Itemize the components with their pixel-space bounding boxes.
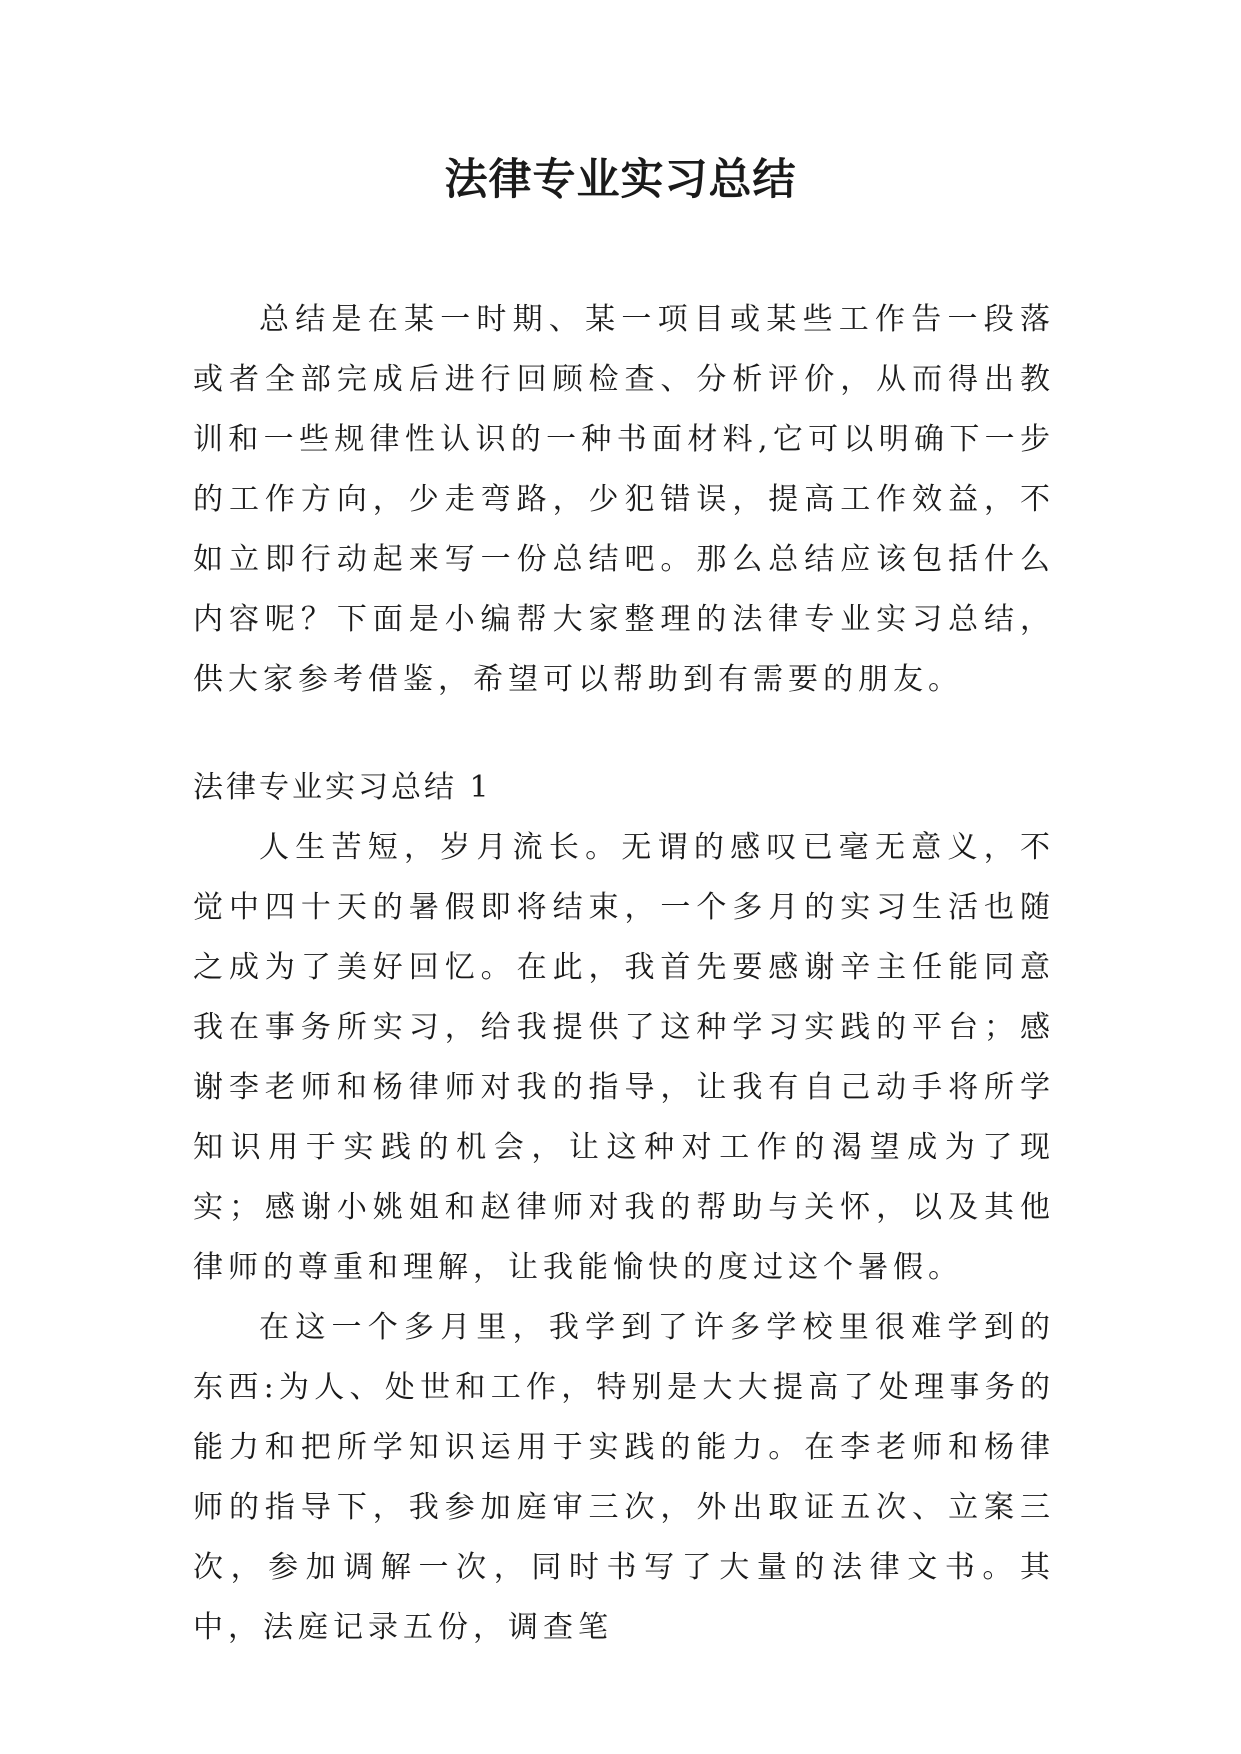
body-paragraph-2: 在这一个多月里，我学到了许多学校里很难学到的东西:为人、处世和工作，特别是大大提高了处理事务的能力和把所学知识运用于实践的能力。在李老师和杨律师的指导下，我参加庭审三次，外出取证五次、立案三次，参加调解一次，同时书写了大量的法律文书。其中，法庭记录五份，调查笔 <box>193 1310 1055 1645</box>
section-heading: 法律专业实习总结 1 <box>193 770 492 805</box>
intro-paragraph: 总结是在某一时期、某一项目或某些工作告一段落或者全部完成后进行回顾检查、分析评价，从而得出教训和一些规律性认识的一种书面材料,它可以明确下一步的工作方向，少走弯路，少犯错误，提高工作效益，不如立即行动起来写一份总结吧。那么总结应该包括什么内容呢？下面是小编帮大家整理的法律专业实习总结，供大家参考借鉴，希望可以帮助到有需要的朋友。 <box>193 302 1055 697</box>
document-title: 法律专业实习总结 <box>444 155 797 205</box>
body-paragraph-1: 人生苦短，岁月流长。无谓的感叹已毫无意义，不觉中四十天的暑假即将结束，一个多月的实习生活也随之成为了美好回忆。在此，我首先要感谢辛主任能同意我在事务所实习，给我提供了这种学习实践的平台；感谢李老师和杨律师对我的指导，让我有自己动手将所学知识用于实践的机会，让这种对工作的渴望成为了现实；感谢小姚姐和赵律师对我的帮助与关怀，以及其他律师的尊重和理解，让我能愉快的度过这个暑假。 <box>193 830 1055 1285</box>
